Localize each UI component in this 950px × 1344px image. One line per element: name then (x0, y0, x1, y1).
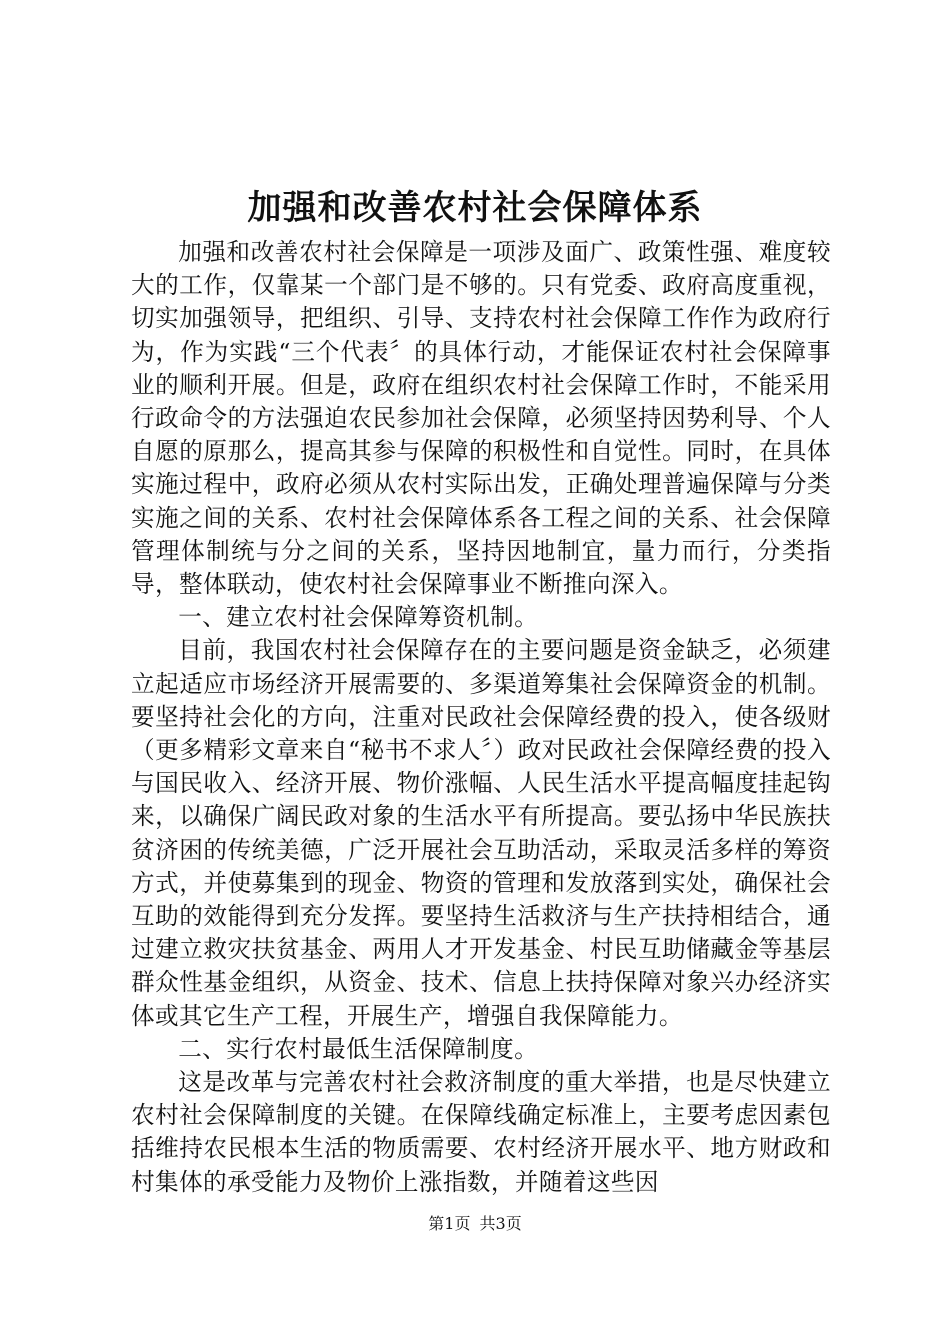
paragraph-minimum-living: 这是改革与完善农村社会救济制度的重大举措，也是尽快建立农村社会保障制度的关键。在保障线确定标准上，主要考虑因素包括维持农民根本生活的物质需要、农村经济开展水平、地方财政和村集体的承受能力及物价上涨指数，并随着这些因 (131, 1068, 831, 1196)
section-heading-1: 一、建立农村社会保障筹资机制。 (178, 603, 539, 632)
page-total: 共3页 (479, 1214, 522, 1233)
document-body (131, 236, 831, 1199)
paragraph-intro: 加强和改善农村社会保障是一项涉及面广、政策性强、难度较大的工作，仅靠某一个部门是不够的。只有党委、政府高度重视，切实加强领导，把组织、引导、支持农村社会保障工作作为政府行为，作为实践“三个代表〞的具体行动，才能保证农村社会保障事业的顺利开展。但是，政府在组织农村社会保障工作时，不能采用行政命令的方法强迫农民参加社会保障，必须坚持因势利导、个人自愿的原那么，提高其参与保障的积极性和自觉性。同时，在具体实施过程中，政府必须从农村实际出发，正确处理普遍保障与分类实施之间的关系、农村社会保障体系各工程之间的关系、社会保障管理体制统与分之间的关系，坚持因地制宜，量力而行，分类指导，整体联动，使农村社会保障事业不断推向深入。 (131, 238, 831, 599)
page-number: 第1页 (428, 1214, 471, 1233)
section-heading-2: 二、实行农村最低生活保障制度。 (178, 1034, 539, 1063)
document-title: 加强和改善农村社会保障体系 (247, 188, 703, 228)
page-footer (0, 1212, 950, 1236)
paragraph-funding: 目前，我国农村社会保障存在的主要问题是资金缺乏，必须建立起适应市场经济开展需要的、多渠道筹集社会保障资金的机制。要坚持社会化的方向，注重对民政社会保障经费的投入，使各级财（更多精彩文章来自“秘书不求人〞）政对民政社会保障经费的投入与国民收入、经济开展、物价涨幅、人民生活水平提高幅度挂起钩来，以确保广阔民政对象的生活水平有所提高。要弘扬中华民族扶贫济困的传统美德，广泛开展社会互助活动，采取灵活多样的筹资方式，并使募集到的现金、物资的管理和发放落到实处，确保社会互助的效能得到充分发挥。要坚持生活救济与生产扶持相结合，通过建立救灾扶贫基金、两用人才开发基金、村民互助储藏金等基层群众性基金组织，从资金、技术、信息上扶持保障对象兴办经济实体或其它生产工程，开展生产，增强自我保障能力。 (131, 636, 831, 1030)
